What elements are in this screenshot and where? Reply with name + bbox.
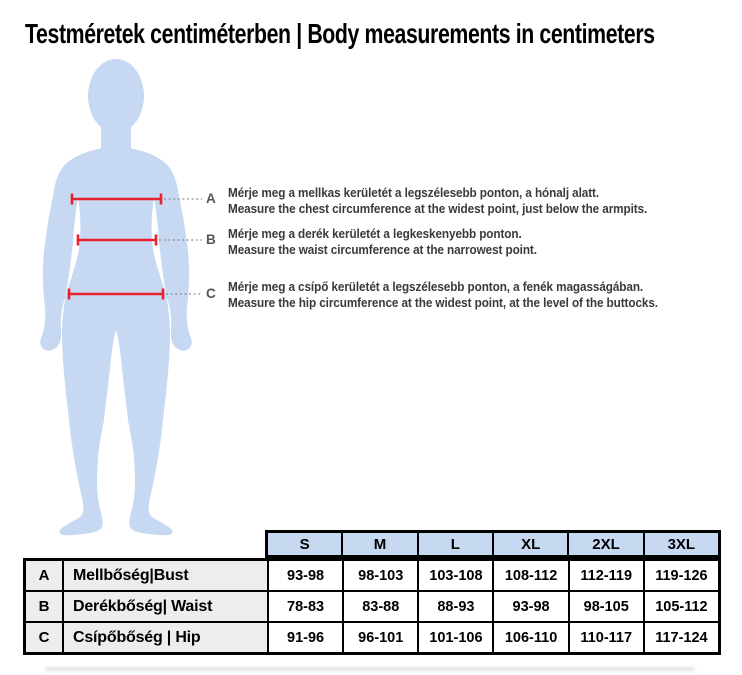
size-column-2xl: 2XL <box>569 533 642 555</box>
bust-value-xl: 108-112 <box>494 561 567 590</box>
bust-value-3xl: 119-126 <box>645 561 718 590</box>
hip-measure-line <box>69 289 163 300</box>
waist-description <box>228 227 726 258</box>
hip-description-hu: Mérje meg a csípő kerületét a legszélesebb ponton, a fenék magasságában. <box>228 280 644 294</box>
bottom-edge-artifact <box>45 667 695 671</box>
chest-description <box>228 186 726 217</box>
waist-value-m: 83-88 <box>344 592 417 621</box>
bust-value-s: 93-98 <box>269 561 342 590</box>
waist-value-2xl: 98-105 <box>570 592 643 621</box>
size-column-3xl: 3XL <box>645 533 718 555</box>
chest-letter-label: A <box>206 191 216 206</box>
waist-value-3xl: 105-112 <box>645 592 718 621</box>
bust-value-l: 103-108 <box>419 561 492 590</box>
bust-value-2xl: 112-119 <box>570 561 643 590</box>
waist-value-s: 78-83 <box>269 592 342 621</box>
row-b-letter: B <box>26 592 62 621</box>
row-c-letter: C <box>26 623 62 652</box>
page-title: Testméretek centiméterben | Body measurements in centimeters <box>25 18 655 49</box>
size-table-header <box>265 530 721 558</box>
hip-value-l: 101-106 <box>419 623 492 652</box>
waist-measure-line <box>78 235 156 246</box>
chest-description-en: Measure the chest circumference at the widest point, just below the armpits. <box>228 201 648 216</box>
hip-letter-label: C <box>206 286 216 301</box>
chest-description-hu: Mérje meg a mellkas kerületét a legszélesebb ponton, a hónalj alatt. <box>228 186 600 200</box>
row-a-letter: A <box>26 561 62 590</box>
size-column-l: L <box>419 533 492 555</box>
waist-description-hu: Mérje meg a derék kerületét a legkeskenyebb ponton. <box>228 227 522 241</box>
measurement-lines <box>69 194 163 300</box>
hip-value-xl: 106-110 <box>494 623 567 652</box>
hip-value-2xl: 110-117 <box>570 623 643 652</box>
waist-letter-label: B <box>206 232 216 247</box>
waist-value-xl: 93-98 <box>494 592 567 621</box>
hip-value-m: 96-101 <box>344 623 417 652</box>
size-table-body <box>23 558 721 655</box>
waist-description-en: Measure the waist circumference at the narrowest point. <box>228 242 537 257</box>
waist-value-l: 88-93 <box>419 592 492 621</box>
size-column-s: S <box>268 533 341 555</box>
hip-value-3xl: 117-124 <box>645 623 718 652</box>
body-silhouette <box>40 59 191 535</box>
row-a-label: Mellbőség|Bust <box>64 561 267 590</box>
hip-description-en: Measure the hip circumference at the widest point, at the level of the buttocks. <box>228 295 658 310</box>
hip-description <box>228 280 726 311</box>
size-column-xl: XL <box>494 533 567 555</box>
hip-value-s: 91-96 <box>269 623 342 652</box>
size-column-m: M <box>343 533 416 555</box>
chest-measure-line <box>72 194 161 205</box>
row-b-label: Derékbőség| Waist <box>64 592 267 621</box>
bust-value-m: 98-103 <box>344 561 417 590</box>
dotted-connectors <box>159 199 202 294</box>
row-c-label: Csípőbőség | Hip <box>64 623 267 652</box>
